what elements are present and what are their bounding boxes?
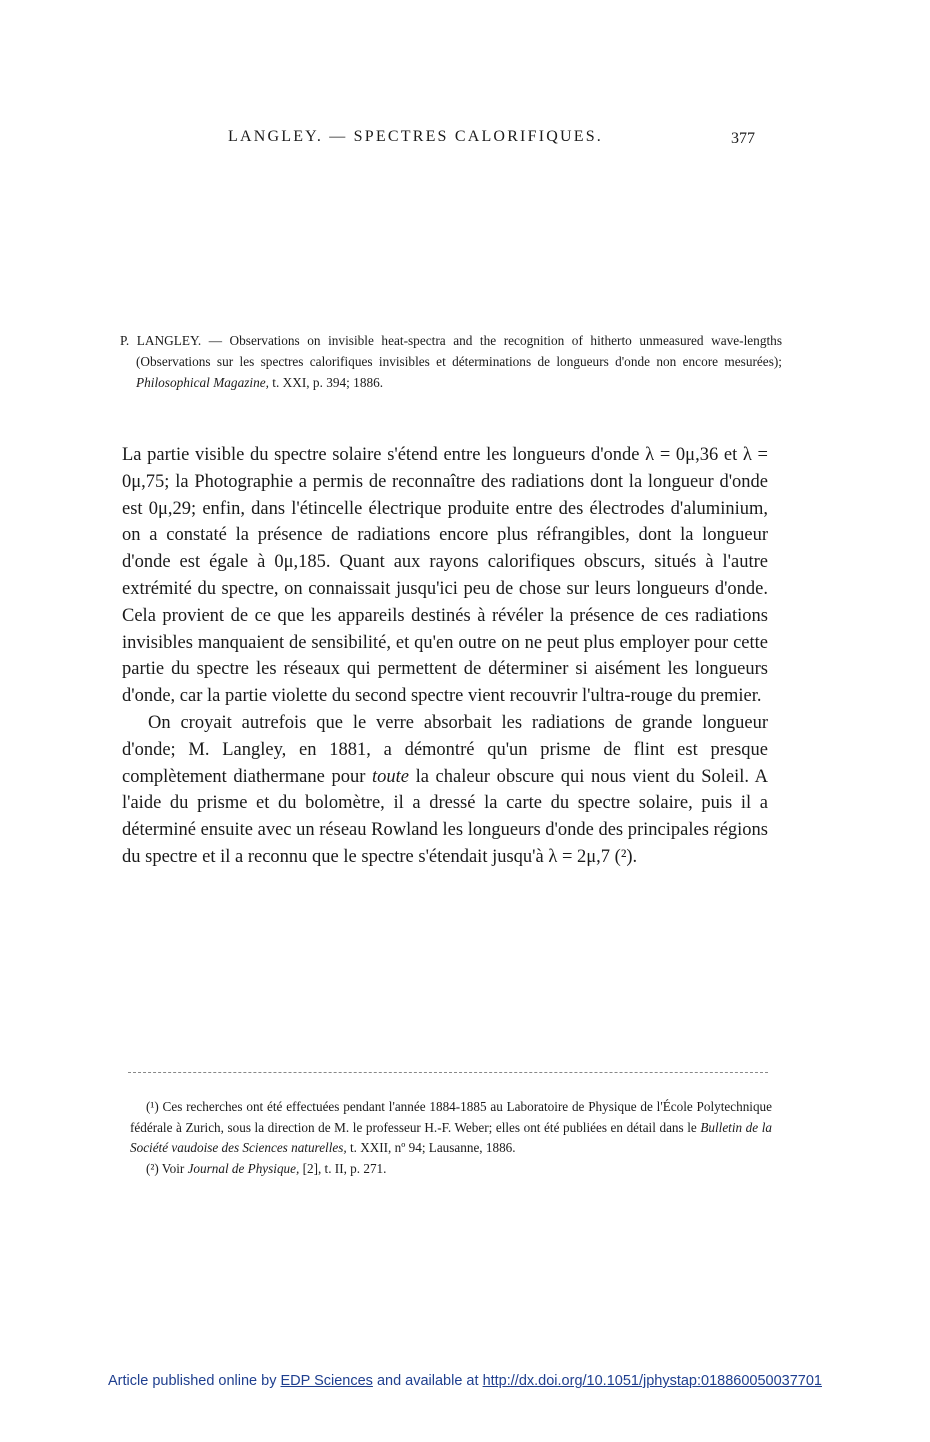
reference-details: t. XXI, p. 394; 1886. <box>268 375 384 390</box>
footnote-2-text-a: (²) Voir <box>146 1160 188 1176</box>
doi-link[interactable]: http://dx.doi.org/10.1051/jphystap:018860050037701 <box>482 1373 822 1389</box>
footnote-divider <box>128 1072 768 1073</box>
article-body <box>122 442 768 871</box>
page-header <box>0 128 930 158</box>
paragraph-2 <box>122 710 768 871</box>
running-title: LANGLEY. — SPECTRES CALORIFIQUES. <box>228 128 603 145</box>
footnote-2 <box>130 1159 772 1180</box>
footnote-1-text-b: t. XXII, nº 94; Lausanne, 1886. <box>346 1140 516 1155</box>
reference-journal: Philosophical Magazine, <box>136 375 269 390</box>
footnote-1-italic: Bulletin de la Société vaudoise des Sciences naturelles, <box>130 1119 772 1155</box>
publisher-link[interactable]: EDP Sciences <box>280 1373 373 1389</box>
bibliographic-reference <box>120 330 782 393</box>
paragraph-2-text-b: la chaleur obscure qui nous vient du Soleil. A l'aide du prisme et du bolomètre, il a dressé la carte du spectre solaire, puis il a déterminé ensuite avec un réseau Rowland les longueurs d'onde des principales régions du spectre et il a reconnu que le spectre s'étendait jusqu'à λ = 2μ,7 (²). <box>122 766 769 867</box>
footnotes <box>130 1097 772 1179</box>
paragraph-2-text-a: On croyait autrefois que le verre absorbait les radiations de grande longueur d'onde; M. Langley, en 1881, a démontré qu'un prisme de flint est presque complètement diathermane pour <box>122 712 768 787</box>
paragraph-1: La partie visible du spectre solaire s'étend entre les longueurs d'onde λ = 0μ,36 et λ = 0μ,75; la Photographie a permis de reconnaître des radiations dont la longueur d'onde est 0μ,29; enfin, dans l'étincelle électrique produite entre des électrodes d'aluminium, on a constaté la présence de radiations encore plus réfrangibles, dont la longueur d'onde est égale à 0μ,185. Quant aux rayons calorifiques obscurs, situés à l'autre extrémité du spectre, on connaissait jusqu'ici peu de chose sur leurs longueurs d'onde. Cela provient de ce que les appareils destinés à révéler la présence de ces radiations invisibles manquaient de sensibilité, et qu'en outre on ne peut plus employer pour cette partie du spectre les réseaux qui permettent de déterminer si aisément les longueurs d'onde, car la partie violette du second spectre vient recouvrir l'ultra-rouge du premier. <box>122 445 768 707</box>
footnote-1 <box>130 1097 772 1159</box>
footnote-2-text-b: [2], t. II, p. 271. <box>299 1160 387 1176</box>
page-number: 377 <box>731 130 755 147</box>
paragraph-2-italic: toute <box>371 766 409 787</box>
footnote-2-italic: Journal de Physique, <box>187 1160 300 1176</box>
footnote-1-text-a: (¹) Ces recherches ont été effectuées pendant l'année 1884-1885 au Laboratoire de Physique de l'École Polytechnique fédérale à Zurich, sous la direction de M. le professeur H.-F. Weber; elles ont été publiées en détail dans le <box>130 1099 772 1135</box>
banner-middle: and available at <box>372 1373 483 1389</box>
publication-banner <box>0 1373 930 1389</box>
banner-prefix: Article published online by <box>108 1373 281 1389</box>
reference-text: P. LANGLEY. — Observations on invisible heat-spectra and the recognition of hitherto unmeasured wave-lengths (Observations sur les spectres calorifiques invisibles et déterminations de longueurs d'onde non encore mesurées); <box>120 333 782 369</box>
